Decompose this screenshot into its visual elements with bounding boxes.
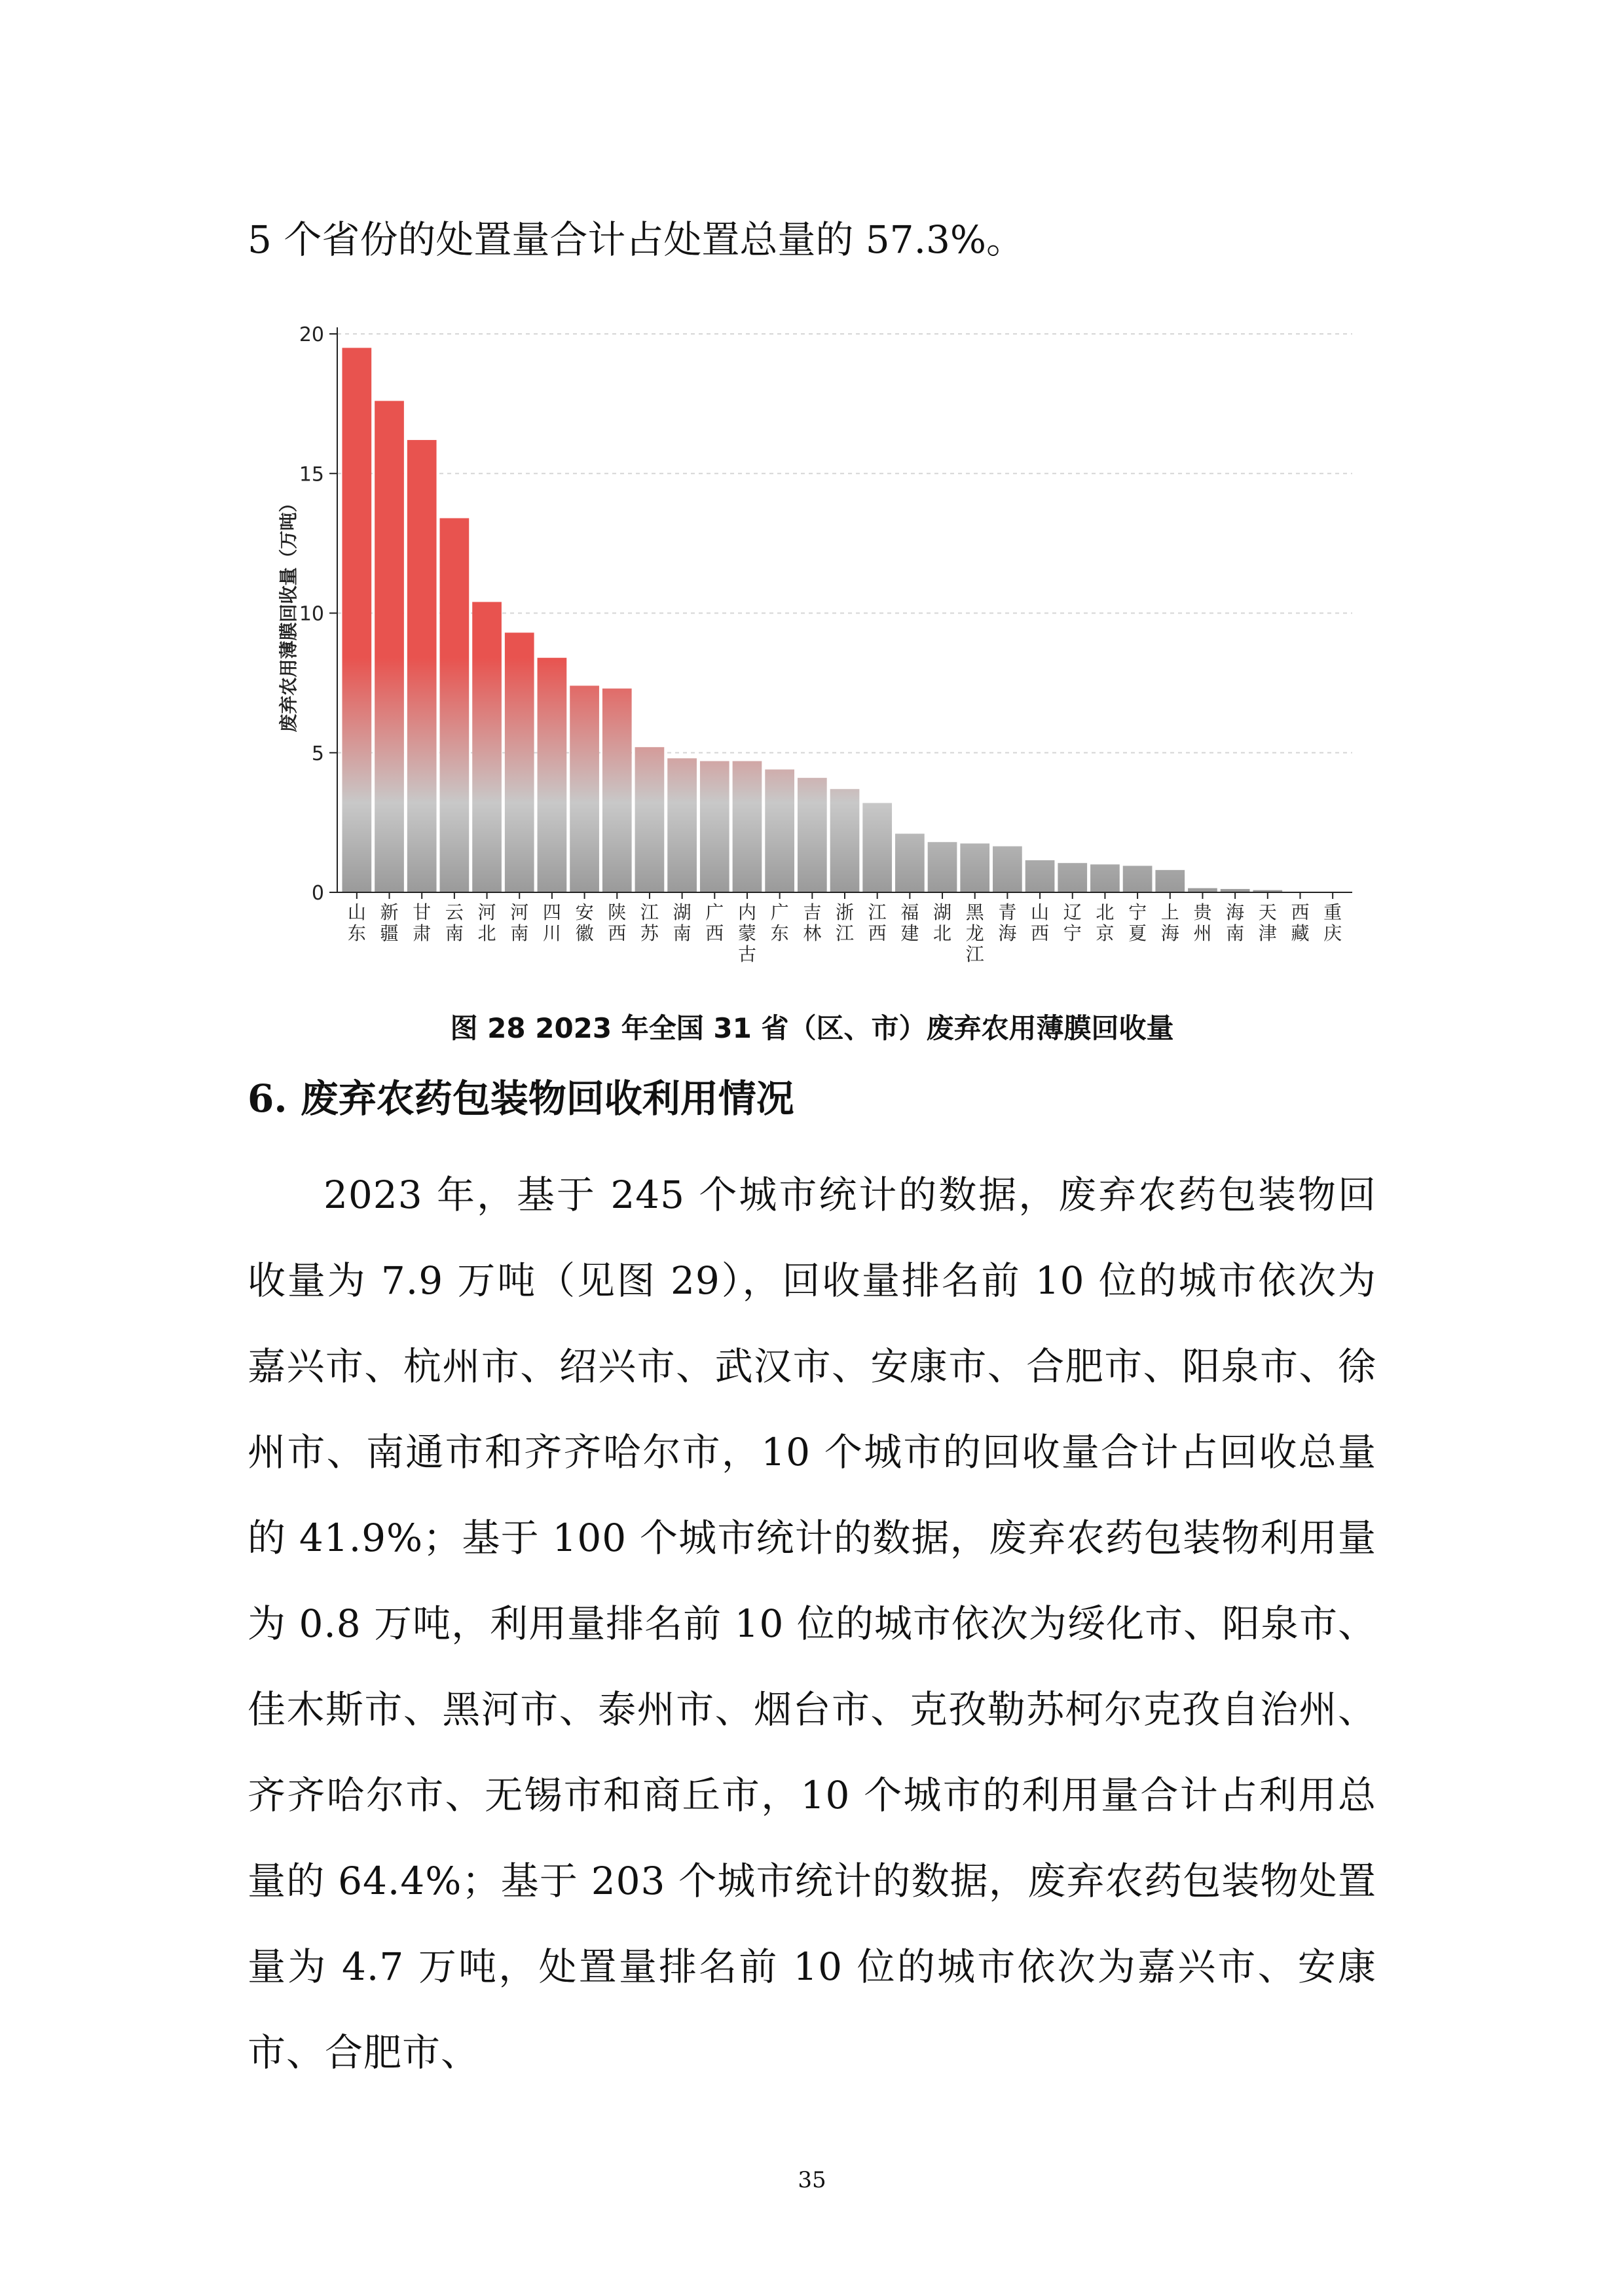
- bar-8: [602, 689, 632, 892]
- y-tick-label: 0: [311, 882, 324, 905]
- intro-line: 5 个省份的处置量合计占处置总量的 57.3%。: [248, 217, 1025, 262]
- x-tick-label: 黑龙江: [965, 902, 984, 965]
- x-tick-label: 湖北: [933, 902, 952, 944]
- bar-21: [1025, 860, 1055, 892]
- x-tick-label: 陕西: [608, 902, 627, 944]
- bar-17: [895, 833, 925, 892]
- x-tick-label: 江西: [868, 902, 887, 944]
- x-tick-label: 海南: [1226, 902, 1245, 944]
- x-tick-label: 安徽: [575, 902, 594, 944]
- x-tick-label: 内蒙古: [737, 902, 756, 965]
- x-tick-label: 云南: [445, 902, 464, 944]
- bar-10: [667, 758, 697, 892]
- bar-22: [1058, 863, 1087, 892]
- x-tick-label: 河北: [477, 902, 496, 944]
- x-tick-label: 广东: [770, 902, 789, 944]
- bar-13: [765, 769, 794, 892]
- y-tick-label: 5: [311, 742, 324, 765]
- page-number: 35: [798, 2167, 826, 2193]
- y-axis-label: 废弃农用薄膜回收量（万吨）: [278, 494, 299, 733]
- bar-15: [830, 789, 860, 892]
- bar-5: [505, 632, 534, 892]
- x-tick-label: 北京: [1096, 902, 1115, 944]
- bar-24: [1123, 866, 1153, 892]
- x-tick-label: 新疆: [380, 902, 399, 944]
- bar-7: [570, 685, 599, 892]
- bar-2: [407, 440, 437, 892]
- bar-6: [538, 658, 567, 892]
- figure-caption: 图 28 2023 年全国 31 省（区、市）废弃农用薄膜回收量: [450, 1012, 1174, 1044]
- x-tick-label: 湖南: [673, 902, 692, 944]
- x-tick-label: 西藏: [1291, 902, 1310, 944]
- x-tick-label: 河南: [510, 902, 529, 944]
- bar-19: [960, 843, 989, 892]
- x-tick-label: 山东: [347, 902, 366, 944]
- bar-1: [375, 401, 404, 892]
- bar-chart: [262, 308, 1362, 982]
- x-tick-label: 山西: [1031, 902, 1050, 944]
- x-tick-label: 福建: [900, 902, 919, 944]
- bar-0: [342, 348, 371, 892]
- y-tick-label: 20: [299, 323, 324, 346]
- bar-4: [472, 602, 502, 892]
- bar-20: [993, 847, 1022, 892]
- bar-18: [928, 842, 957, 892]
- x-tick-label: 四川: [542, 902, 561, 944]
- bar-3: [440, 518, 470, 892]
- y-tick-label: 10: [299, 602, 324, 626]
- x-tick-label: 辽宁: [1063, 902, 1082, 944]
- bar-25: [1155, 870, 1185, 892]
- section-heading: 6. 废弃农药包装物回收利用情况: [248, 1076, 794, 1121]
- x-tick-label: 宁夏: [1128, 902, 1147, 944]
- bar-14: [798, 778, 827, 892]
- bar-9: [635, 747, 665, 892]
- x-tick-label: 吉林: [803, 902, 822, 944]
- bar-12: [733, 761, 762, 892]
- bar-16: [862, 803, 892, 892]
- x-tick-label: 甘肃: [413, 902, 432, 944]
- x-tick-label: 贵州: [1193, 902, 1212, 944]
- x-tick-label: 江苏: [640, 902, 659, 944]
- x-tick-label: 青海: [998, 902, 1017, 944]
- bar-11: [700, 761, 729, 892]
- bar-23: [1090, 864, 1120, 892]
- x-tick-label: 天津: [1258, 902, 1277, 944]
- y-tick-label: 15: [299, 463, 324, 486]
- paragraph: 2023 年，基于 245 个城市统计的数据，废弃农药包装物回收量为 7.9 万吨（见图 29），回收量排名前 10 位的城市依次为嘉兴市、杭州市、绍兴市、武汉市、安康市、合肥市、阳泉市、徐州市、南通市和齐齐哈尔市，10 个城市的回收量合计占回收总量的 41.9%；基于 100 个城市统计的数据，废弃农药包装物利用量为 0.8 万吨，利用量排名前 10 位的城市依次为绥化市、阳泉市、佳木斯市、黑河市、泰州市、烟台市、克孜勒苏柯尔克孜自治州、齐齐哈尔市、无锡市和商丘市，10 个城市的利用量合计占利用总量的 64.4%；基于 203 个城市统计的数据，废弃农药包装物处置量为 4.7 万吨，处置量排名前 10 位的城市依次为嘉兴市、安康市、合肥市、: [248, 1173, 1376, 2075]
- body-text: [248, 1152, 1376, 2096]
- x-tick-label: 上海: [1160, 902, 1179, 944]
- x-tick-label: 广西: [705, 902, 724, 944]
- x-tick-label: 重庆: [1323, 902, 1342, 944]
- x-tick-label: 浙江: [835, 902, 855, 944]
